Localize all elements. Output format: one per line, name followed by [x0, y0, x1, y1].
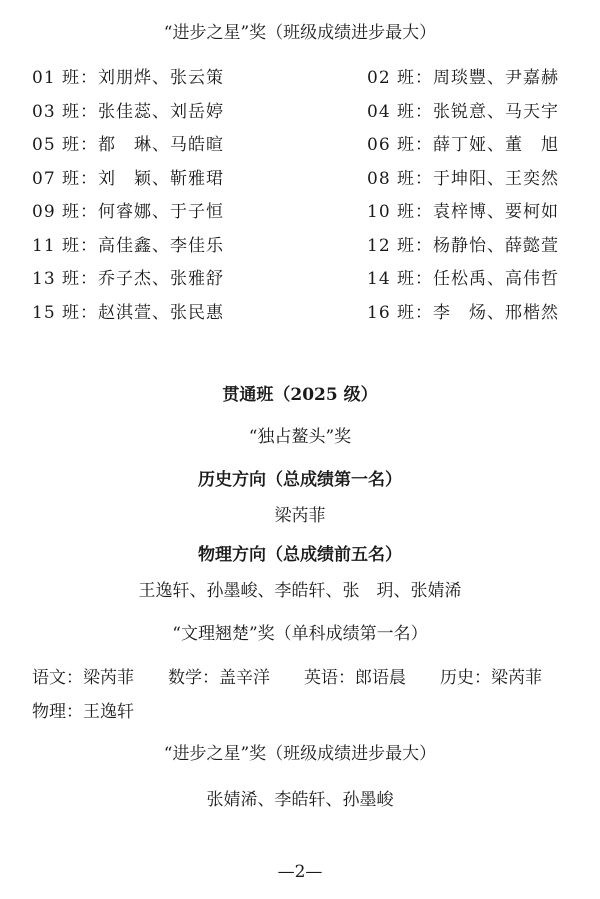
- student-names: 袁梓博、要柯如: [433, 202, 560, 222]
- class-entry: [32, 268, 224, 290]
- student-names: 乔子杰、张雅舒: [98, 269, 225, 289]
- class-entry: [367, 201, 559, 223]
- student-names: 周琰豐、尹嘉赫: [433, 68, 560, 88]
- class-entry: [367, 134, 559, 156]
- student-names: 李 炀、邢楷然: [433, 302, 560, 323]
- class-label: 10 班：: [367, 202, 434, 222]
- student-names: 杨静怡、薛懿萱: [433, 235, 560, 256]
- award-title: “独占鳌头”奖: [248, 427, 352, 447]
- physics-names: 王逸轩、孙墨峻、李皓轩、张 玥、张婧浠: [138, 581, 462, 601]
- student-names: 张佳蕊、刘岳婷: [98, 101, 225, 122]
- physics-heading: 物理方向（总成绩前五名）: [198, 545, 402, 565]
- section-title: “进步之星”奖（班级成绩进步最大）: [163, 23, 437, 43]
- class-label: 02 班：: [367, 68, 434, 88]
- class-entry: [32, 134, 224, 156]
- class-label: 01 班：: [32, 68, 99, 88]
- class-entry: [367, 168, 559, 190]
- class-label: 12 班：: [367, 235, 434, 256]
- award-title: “文理翘楚”奖（单科成绩第一名）: [172, 624, 428, 644]
- student-names: 于坤阳、王奕然: [433, 168, 560, 189]
- progress-names: 张婧浠、李皓轩、孙墨峻: [206, 790, 394, 810]
- class-entry: [367, 235, 559, 257]
- class-label: 14 班：: [367, 269, 434, 289]
- award-title: “进步之星”奖（班级成绩进步最大）: [163, 744, 437, 764]
- student-names: 何睿娜、于子恒: [98, 202, 225, 222]
- class-entry: [32, 201, 224, 223]
- class-entry: [32, 101, 224, 123]
- class-label: 08 班：: [367, 168, 434, 189]
- student-names: 都 琳、马皓暄: [98, 135, 225, 155]
- student-names: 任松禹、高伟哲: [433, 269, 560, 289]
- class-label: 16 班：: [367, 302, 434, 323]
- class-entry: [32, 168, 224, 190]
- class-entry: [32, 302, 224, 324]
- student-names: 刘朋烨、张云策: [98, 68, 225, 88]
- class-label: 09 班：: [32, 202, 99, 222]
- subject-winners: 语文：梁芮菲 数学：盖辛洋 英语：郎语晨 历史：梁芮菲: [32, 668, 542, 688]
- student-names: 薛丁娅、董 旭: [433, 135, 560, 155]
- class-label: 11 班：: [32, 235, 99, 256]
- class-entry: [32, 67, 224, 89]
- class-entry: [367, 302, 559, 324]
- history-heading: 历史方向（总成绩第一名）: [198, 470, 402, 490]
- class-label: 13 班：: [32, 269, 99, 289]
- student-names: 张锐意、马天宇: [433, 101, 560, 122]
- page-number: —2—: [277, 862, 323, 882]
- class-label: 06 班：: [367, 135, 434, 155]
- class-entry: [367, 268, 559, 290]
- class-entry: [367, 67, 559, 89]
- student-names: 刘 颖、靳雅珺: [98, 168, 225, 189]
- section-heading: 贯通班（2025 级）: [222, 385, 378, 405]
- student-names: 赵淇萱、张民惠: [98, 302, 225, 323]
- class-label: 03 班：: [32, 101, 99, 122]
- class-label: 15 班：: [32, 302, 99, 323]
- class-label: 07 班：: [32, 168, 99, 189]
- subject-winners: 物理：王逸轩: [32, 702, 134, 722]
- class-entry: [32, 235, 224, 257]
- history-names: 梁芮菲: [274, 506, 326, 526]
- class-label: 04 班：: [367, 101, 434, 122]
- class-label: 05 班：: [32, 135, 99, 155]
- class-entry: [367, 101, 559, 123]
- student-names: 高佳鑫、李佳乐: [98, 235, 225, 256]
